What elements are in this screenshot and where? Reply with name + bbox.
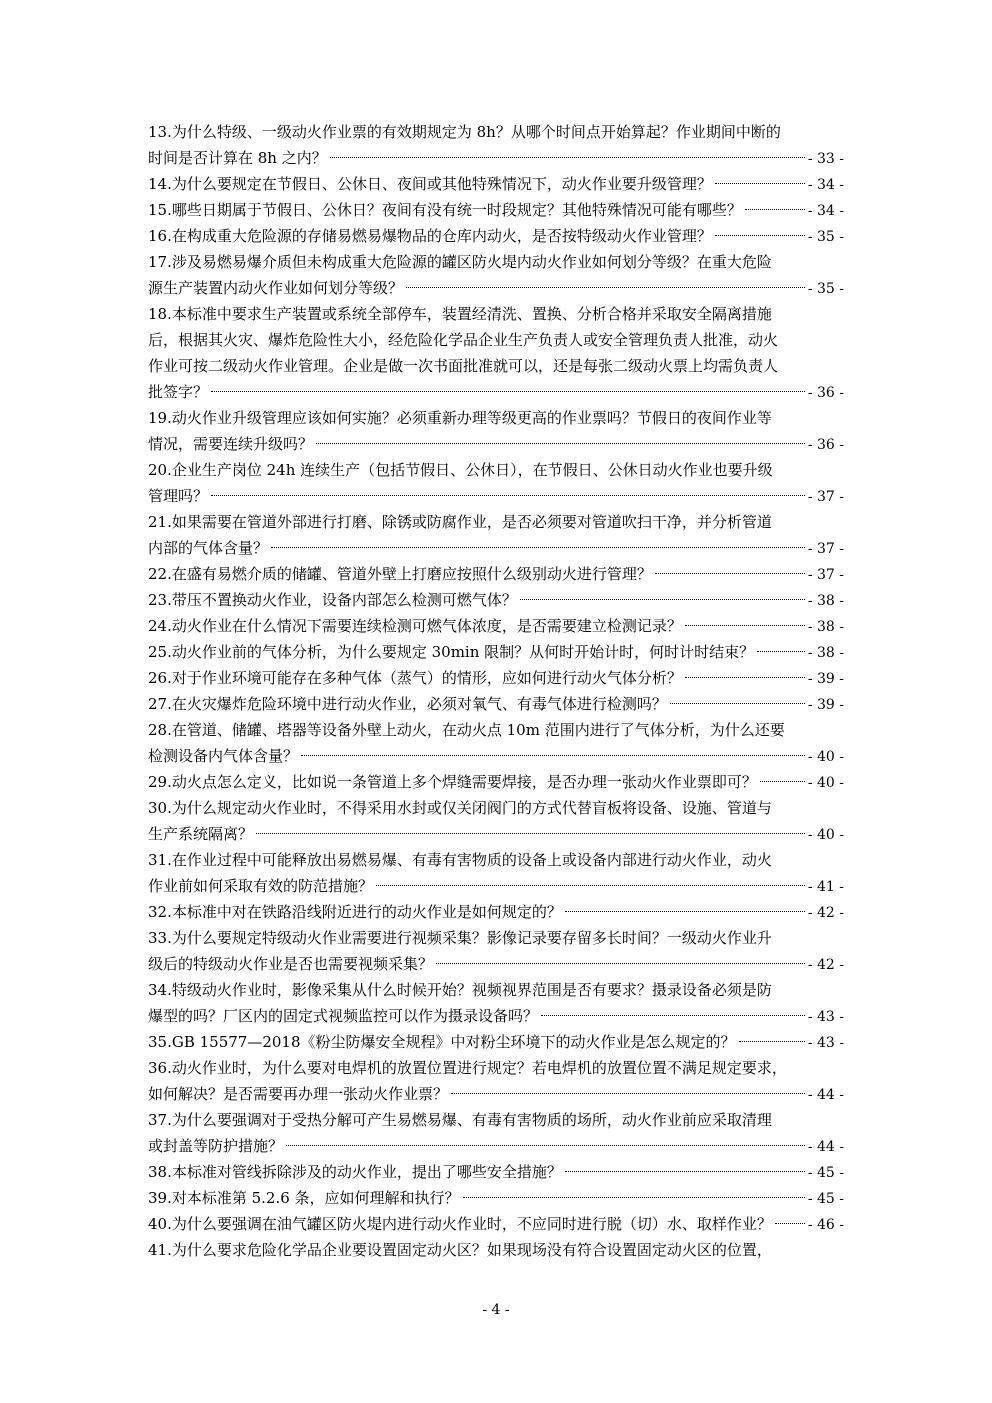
toc-page-number: - 35 -	[807, 229, 844, 245]
dot-leader	[376, 884, 805, 886]
toc-entry[interactable]	[148, 405, 844, 457]
toc-entry-text: 32.本标准中对在铁路沿线附近进行的动火作业是如何规定的？	[148, 903, 562, 921]
toc-entry[interactable]	[148, 795, 844, 847]
toc-page-number: - 40 -	[807, 749, 844, 765]
toc-page-number: - 46 -	[807, 1217, 844, 1233]
toc-entry-text: 35.GB 15577—2018《粉尘防爆安全规程》中对粉尘环境下的动火作业是怎么规定的？	[148, 1033, 736, 1051]
toc-page-number: - 44 -	[807, 1087, 844, 1103]
toc-entry[interactable]	[148, 1237, 844, 1263]
dot-leader	[565, 910, 805, 912]
dot-leader	[670, 702, 805, 704]
toc-entry[interactable]	[148, 509, 844, 561]
page-number-footer: - 4 -	[482, 1302, 510, 1318]
toc-entry-line	[148, 1185, 844, 1211]
toc-entry-line	[148, 275, 844, 301]
dot-leader	[271, 546, 805, 548]
toc-entry-text: 38.本标准对管线拆除涉及的动火作业，提出了哪些安全措施？	[148, 1163, 562, 1181]
toc-entry[interactable]	[148, 769, 844, 795]
toc-entry-line	[148, 327, 844, 353]
toc-entry[interactable]	[148, 925, 844, 977]
toc-page-number: - 36 -	[807, 385, 844, 401]
dot-leader	[211, 390, 805, 392]
toc-entry-line	[148, 249, 844, 275]
toc-entry-line	[148, 925, 844, 951]
dot-leader	[757, 650, 805, 652]
toc-entry-line	[148, 457, 844, 483]
toc-entry-text: 作业前如何采取有效的防范措施？	[148, 877, 374, 895]
toc-entry[interactable]	[148, 1211, 844, 1237]
toc-entry-text: 18.本标准中要求生产装置或系统全部停车，装置经清洗、置换、分析合格并采取安全隔离措施	[148, 305, 772, 323]
toc-entry-line	[148, 951, 844, 977]
toc-entry-text: 22.在盛有易燃介质的储罐、管道外壁上打磨应按照什么级别动火进行管理？	[148, 565, 652, 583]
toc-entry-line	[148, 197, 844, 223]
toc-entry-text: 后，根据其火灾、爆炸危险性大小，经危险化学品企业生产负责人或安全管理负责人批准，动火	[148, 331, 779, 349]
dot-leader	[745, 208, 805, 210]
toc-page-number: - 37 -	[807, 567, 844, 583]
toc-page-number: - 42 -	[807, 905, 844, 921]
toc-entry[interactable]	[148, 1055, 844, 1107]
toc-entry-line	[148, 509, 844, 535]
toc-entry-line	[148, 223, 844, 249]
toc-entry-text: 或封盖等防护措施？	[148, 1137, 284, 1155]
dot-leader	[463, 1196, 805, 1198]
toc-entry-text: 内部的气体含量？	[148, 539, 269, 557]
toc-entry[interactable]	[148, 1107, 844, 1159]
toc-entry-line	[148, 665, 844, 691]
toc-entry[interactable]	[148, 639, 844, 665]
toc-entry[interactable]	[148, 197, 844, 223]
toc-entry-text: 27.在火灾爆炸危险环境中进行动火作业，必须对氧气、有毒气体进行检测吗？	[148, 695, 667, 713]
toc-entry-text: 33.为什么要规定特级动火作业需要进行视频采集？影像记录要存留多长时间？一级动火作业升	[148, 929, 772, 947]
toc-entry-line	[148, 1003, 844, 1029]
dot-leader	[685, 676, 805, 678]
toc-page-number: - 38 -	[807, 645, 844, 661]
dot-leader	[655, 572, 805, 574]
dot-leader	[760, 780, 805, 782]
toc-entry-line	[148, 847, 844, 873]
toc-entry-text: 检测设备内气体含量？	[148, 747, 299, 765]
toc-entry-line	[148, 717, 844, 743]
toc-entry[interactable]	[148, 223, 844, 249]
toc-entry-text: 16.在构成重大危险源的存储易燃易爆物品的仓库内动火，是否按特级动火作业管理？	[148, 227, 712, 245]
toc-page-number: - 37 -	[807, 541, 844, 557]
dot-leader	[256, 832, 805, 834]
dot-leader	[211, 494, 805, 496]
toc-entry-line	[148, 1159, 844, 1185]
toc-entry-line	[148, 977, 844, 1003]
dot-leader	[406, 286, 805, 288]
toc-page-number: - 38 -	[807, 593, 844, 609]
toc-entry-line	[148, 769, 844, 795]
toc-entry-text: 21.如果需要在管道外部进行打磨、除锈或防腐作业，是否必须要对管道吹扫干净，并分析管道	[148, 513, 772, 531]
toc-entry[interactable]	[148, 1185, 844, 1211]
toc-entry-text: 41.为什么要求危险化学品企业要设置固定动火区？如果现场没有符合设置固定动火区的位置，	[148, 1241, 772, 1259]
toc-entry[interactable]	[148, 587, 844, 613]
toc-entry-line	[148, 1055, 844, 1081]
toc-entry[interactable]	[148, 691, 844, 717]
toc-entry-line	[148, 119, 844, 145]
toc-entry-line	[148, 353, 844, 379]
toc-page-number: - 33 -	[807, 151, 844, 167]
toc-page-number: - 38 -	[807, 619, 844, 635]
toc-entry[interactable]	[148, 457, 844, 509]
toc-page-number: - 40 -	[807, 827, 844, 843]
toc-page-number: - 34 -	[807, 203, 844, 219]
toc-entry-line	[148, 795, 844, 821]
toc-page-number: - 45 -	[807, 1165, 844, 1181]
dot-leader	[739, 1040, 805, 1042]
toc-entry-line	[148, 1237, 844, 1263]
toc-entry-text: 30.为什么规定动火作业时，不得采用水封或仅关闭阀门的方式代替盲板将设备、设施、管道与	[148, 799, 772, 817]
toc-entry-line	[148, 587, 844, 613]
toc-entry-text: 19.动火作业升级管理应该如何实施？必须重新办理等级更高的作业票吗？节假日的夜间作业等	[148, 409, 772, 427]
toc-page-number: - 45 -	[807, 1191, 844, 1207]
toc-entry-line	[148, 431, 844, 457]
toc-page-number: - 42 -	[807, 957, 844, 973]
toc-entry[interactable]	[148, 847, 844, 899]
toc-entry-line	[148, 1211, 844, 1237]
toc-entry-text: 23.带压不置换动火作业，设备内部怎么检测可燃气体？	[148, 591, 517, 609]
toc-entry-text: 25.动火作业前的气体分析，为什么要规定 30min 限制？从何时开始计时，何时计时结束？	[148, 643, 755, 661]
toc-entry[interactable]	[148, 717, 844, 769]
dot-leader	[715, 182, 805, 184]
toc-entry[interactable]	[148, 899, 844, 925]
toc-entry-text: 批签字？	[148, 383, 209, 401]
dot-leader	[316, 442, 805, 444]
toc-entry[interactable]	[148, 665, 844, 691]
toc-entry-text: 34.特级动火作业时，影像采集从什么时候开始？视频视界范围是否有要求？摄录设备必须是防	[148, 981, 772, 999]
toc-entry[interactable]	[148, 1029, 844, 1055]
toc-entry-line	[148, 691, 844, 717]
dot-leader	[541, 1014, 805, 1016]
toc-entry-text: 29.动火点怎么定义，比如说一条管道上多个焊缝需要焊接，是否办理一张动火作业票即可？	[148, 773, 757, 791]
toc-page-number: - 43 -	[807, 1035, 844, 1051]
toc-entry-line	[148, 379, 844, 405]
toc-page-number: - 40 -	[807, 775, 844, 791]
toc-entry-text: 源生产装置内动火作业如何划分等级？	[148, 279, 404, 297]
toc-entry-text: 级后的特级动火作业是否也需要视频采集？	[148, 955, 434, 973]
toc-entry-text: 13.为什么特级、一级动火作业票的有效期规定为 8h？从哪个时间点开始算起？作业期间中断的	[148, 123, 781, 141]
toc-entry-line	[148, 873, 844, 899]
toc-entry-text: 37.为什么要强调对于受热分解可产生易燃易爆、有毒有害物质的场所，动火作业前应采取清理	[148, 1111, 772, 1129]
dot-leader	[565, 1170, 805, 1172]
toc-entry-text: 生产系统隔离？	[148, 825, 254, 843]
toc-page-number: - 39 -	[807, 671, 844, 687]
toc-page-number: - 44 -	[807, 1139, 844, 1155]
dot-leader	[451, 1092, 805, 1094]
dot-leader	[301, 754, 805, 756]
toc-entry[interactable]	[148, 301, 844, 405]
toc-page-number: - 36 -	[807, 437, 844, 453]
toc-page-number: - 41 -	[807, 879, 844, 895]
toc-entry-text: 28.在管道、储罐、塔器等设备外壁上动火，在动火点 10m 范围内进行了气体分析，为什么还要	[148, 721, 785, 739]
toc-entry-line	[148, 561, 844, 587]
toc-entry-text: 爆型的吗？厂区内的固定式视频监控可以作为摄录设备吗？	[148, 1007, 539, 1025]
toc-entry-text: 如何解决？是否需要再办理一张动火作业票？	[148, 1085, 449, 1103]
toc-entry-line	[148, 483, 844, 509]
toc-entry[interactable]	[148, 561, 844, 587]
toc-page-number: - 34 -	[807, 177, 844, 193]
toc-entry-line	[148, 613, 844, 639]
toc-page-number: - 39 -	[807, 697, 844, 713]
toc-entry-text: 17.涉及易燃易爆介质但未构成重大危险源的罐区防火堤内动火作业如何划分等级？在重大危险	[148, 253, 772, 271]
toc-entry-text: 40.为什么要强调在油气罐区防火堤内进行动火作业时，不应同时进行脱（切）水、取样作业？	[148, 1215, 772, 1233]
toc-entry-text: 24.动火作业在什么情况下需要连续检测可燃气体浓度，是否需要建立检测记录？	[148, 617, 682, 635]
toc-entry-text: 14.为什么要规定在节假日、公休日、夜间或其他特殊情况下，动火作业要升级管理？	[148, 175, 712, 193]
toc-entry-line	[148, 301, 844, 327]
toc-entry-text: 管理吗？	[148, 487, 209, 505]
toc-page-number: - 35 -	[807, 281, 844, 297]
dot-leader	[715, 234, 805, 236]
toc-entry-text: 36.动火作业时，为什么要对电焊机的放置位置进行规定？若电焊机的放置位置不满足规定要求，	[148, 1059, 787, 1077]
toc-entry-text: 39.对本标准第 5.2.6 条，应如何理解和执行？	[148, 1189, 460, 1207]
toc-entry-line	[148, 535, 844, 561]
toc-entry[interactable]	[148, 613, 844, 639]
toc-entry-text: 31.在作业过程中可能释放出易燃易爆、有毒有害物质的设备上或设备内部进行动火作业，动火	[148, 851, 772, 869]
dot-leader	[436, 962, 805, 964]
toc-entry[interactable]	[148, 1159, 844, 1185]
toc-entry[interactable]	[148, 977, 844, 1029]
toc-entry-line	[148, 1029, 844, 1055]
toc-entry-line	[148, 821, 844, 847]
dot-leader	[775, 1222, 805, 1224]
toc-entry-line	[148, 405, 844, 431]
toc-entry-text: 情况，需要连续升级吗？	[148, 435, 314, 453]
toc-entry-text: 时间是否计算在 8h 之内？	[148, 149, 327, 167]
dot-leader	[685, 624, 805, 626]
toc-entry-line	[148, 1107, 844, 1133]
toc-entry-line	[148, 145, 844, 171]
toc-entry-line	[148, 899, 844, 925]
toc-entry-text: 20.企业生产岗位 24h 连续生产（包括节假日、公休日），在节假日、公休日动火作业也要升级	[148, 461, 773, 479]
toc-page-number: - 43 -	[807, 1009, 844, 1025]
dot-leader	[520, 598, 805, 600]
toc-entry[interactable]	[148, 249, 844, 301]
toc-entry-line	[148, 171, 844, 197]
toc-entry-line	[148, 1133, 844, 1159]
toc-entry-line	[148, 1081, 844, 1107]
table-of-contents	[148, 119, 844, 1263]
toc-entry-line	[148, 639, 844, 665]
toc-entry[interactable]	[148, 171, 844, 197]
toc-entry-text: 作业可按二级动火作业管理。企业是做一次书面批准就可以，还是每张二级动火票上均需负责人	[148, 357, 779, 375]
dot-leader	[330, 156, 805, 158]
dot-leader	[286, 1144, 805, 1146]
toc-entry-text: 15.哪些日期属于节假日、公休日？夜间有没有统一时段规定？其他特殊情况可能有哪些？	[148, 201, 742, 219]
toc-entry-line	[148, 743, 844, 769]
toc-entry[interactable]	[148, 119, 844, 171]
toc-page-number: - 37 -	[807, 489, 844, 505]
toc-entry-text: 26.对于作业环境可能存在多种气体（蒸气）的情形，应如何进行动火气体分析？	[148, 669, 682, 687]
